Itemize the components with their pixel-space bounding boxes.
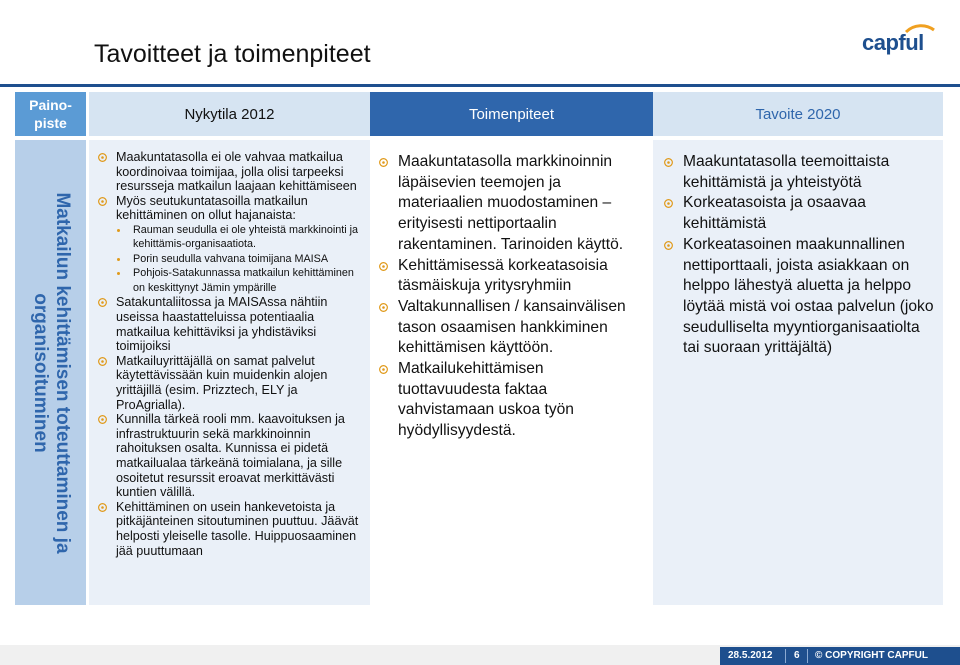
footer-date: 28.5.2012: [728, 650, 773, 661]
list-item-text: Porin seudulla vahvana toimijana MAISA: [133, 252, 329, 265]
sub-bullet-icon: [117, 229, 120, 232]
sun-bullet-icon: [97, 297, 108, 308]
nykytila-column: [89, 140, 370, 605]
list-item-text: Matkailukehittämisen tuottavuudesta faktaa vahvistamaan uskoa työn hyödyllisyydestä.: [398, 360, 574, 440]
page-title: Tavoitteet ja toimenpiteet: [94, 40, 371, 68]
header-nykytila: Nykytila 2012: [89, 92, 370, 136]
header-toimenpiteet: Toimenpiteet: [370, 92, 653, 136]
logo-text: capful: [862, 30, 924, 55]
list-item: [95, 252, 365, 267]
list-item-text: Myös seutukuntatasoilla matkailun kehittäminen on ollut hajanaista:: [116, 193, 308, 223]
list-item-text: Kehittämisessä korkeatasoisia täsmäiskuja yritysryhmiin: [398, 256, 608, 295]
list-item: [95, 295, 365, 353]
sun-bullet-icon: [378, 302, 389, 313]
side-label: Matkailun kehittämisen toteuttaminen ja organisoituminen: [29, 191, 73, 554]
sun-bullet-icon: [663, 198, 674, 209]
footer-copyright: © COPYRIGHT CAPFUL: [815, 650, 928, 661]
list-item: [661, 235, 939, 359]
list-item: [95, 354, 365, 412]
list-item-text: Pohjois-Satakunnassa matkailun kehittäminen on keskittynyt Jämin ympärille: [133, 267, 354, 294]
sun-bullet-icon: [663, 240, 674, 251]
sun-bullet-icon: [378, 364, 389, 375]
header-painopiste: Paino- piste: [15, 92, 86, 136]
list-item-text: Matkailuyrittäjällä on samat palvelut käytettävissään kuin muidenkin alojen yrittäjillä (esim. Prizztech, ELY ja ProAgrialla).: [116, 353, 328, 412]
list-item: [95, 500, 365, 558]
footer-page-number: 6: [794, 650, 800, 661]
list-item: [95, 194, 365, 223]
list-item: [376, 359, 646, 442]
header-tavoite: Tavoite 2020: [653, 92, 943, 136]
toimenpiteet-column: [370, 140, 653, 605]
list-item: [95, 150, 365, 194]
footer-separator: [807, 649, 808, 663]
tavoite-column: [653, 140, 943, 605]
list-item: [95, 223, 365, 252]
sun-bullet-icon: [97, 356, 108, 367]
list-item: [376, 297, 646, 359]
list-item-text: Valtakunnallisen / kansainvälisen tason osaamisen hankkiminen kehittämisen käyttöön.: [398, 297, 626, 357]
list-item-text: Maakuntatasolla markkinoinnin läpäisevien teemojen ja materiaalien muodostaminen – erityisesti nettiportaalin rakentaminen. Tarinoiden käyttö.: [398, 153, 624, 253]
list-item-text: Maakuntatasolla ei ole vahvaa matkailua koordinoivaa toimijaa, jolla olisi tarpeeksi resursseja matkailun laajaan kehittämiseen: [116, 150, 357, 194]
list-item: [376, 152, 646, 256]
sun-bullet-icon: [378, 261, 389, 272]
sun-bullet-icon: [97, 502, 108, 513]
sun-bullet-icon: [97, 414, 108, 425]
sun-bullet-icon: [663, 157, 674, 168]
list-item-text: Kunnilla tärkeä rooli mm. kaavoituksen ja infrastruktuurin sekä markkinoinnin rahoituksen osalta. Kunnissa ei pidetä matkailualaa tärkeänä toimialana, ja sille osoitetut resurssit eroavat merkittävästi kuntien välillä.: [116, 412, 345, 500]
list-item-text: Maakuntatasolla teemoittaista kehittämistä ja yhteistyötä: [683, 153, 890, 191]
list-item-text: Korkeatasoinen maakunnallinen nettiporttaali, joista asiakkaan on helppo lähestyä aluetta ja helppo löytää mistä voi ostaa palvelun (joko seudulliselta myyntiorganisaatiolta tai suoraan yrittäjältä): [683, 235, 934, 357]
toimenpiteet-list: [376, 152, 646, 442]
list-item: [95, 412, 365, 500]
list-item-text: Rauman seudulla ei ole yhteistä markkinointi ja kehittämis-organisaatiota.: [133, 223, 359, 251]
sub-bullet-icon: [117, 258, 120, 261]
footer-separator: [785, 649, 786, 663]
sun-bullet-icon: [97, 196, 108, 207]
sub-bullet-icon: [117, 272, 120, 275]
header-rule: [0, 84, 960, 87]
side-label-cell: [15, 140, 86, 605]
list-item: [376, 256, 646, 297]
list-item-text: Kehittäminen on usein hankevetoista ja pitkäjänteinen sitoutuminen puuttuu. Jäävät helposti yleiselle tasolle. Huippuosaaminen jää puuttumaan: [116, 499, 359, 558]
tavoite-list: [661, 152, 939, 359]
list-item: [661, 152, 939, 193]
sun-bullet-icon: [97, 152, 108, 163]
list-item-text: Korkeatasoista ja osaavaa kehittämistä: [683, 194, 866, 233]
list-item-text: Satakuntaliitossa ja MAISAssa nähtiin useissa haastatteluissa potentiaalia matkailua kehittäviksi ja yhdistäviksi toimijoiksi: [116, 295, 328, 354]
sun-bullet-icon: [378, 157, 389, 168]
list-item: [661, 193, 939, 234]
list-item: [95, 266, 365, 295]
nykytila-list: [95, 150, 365, 558]
